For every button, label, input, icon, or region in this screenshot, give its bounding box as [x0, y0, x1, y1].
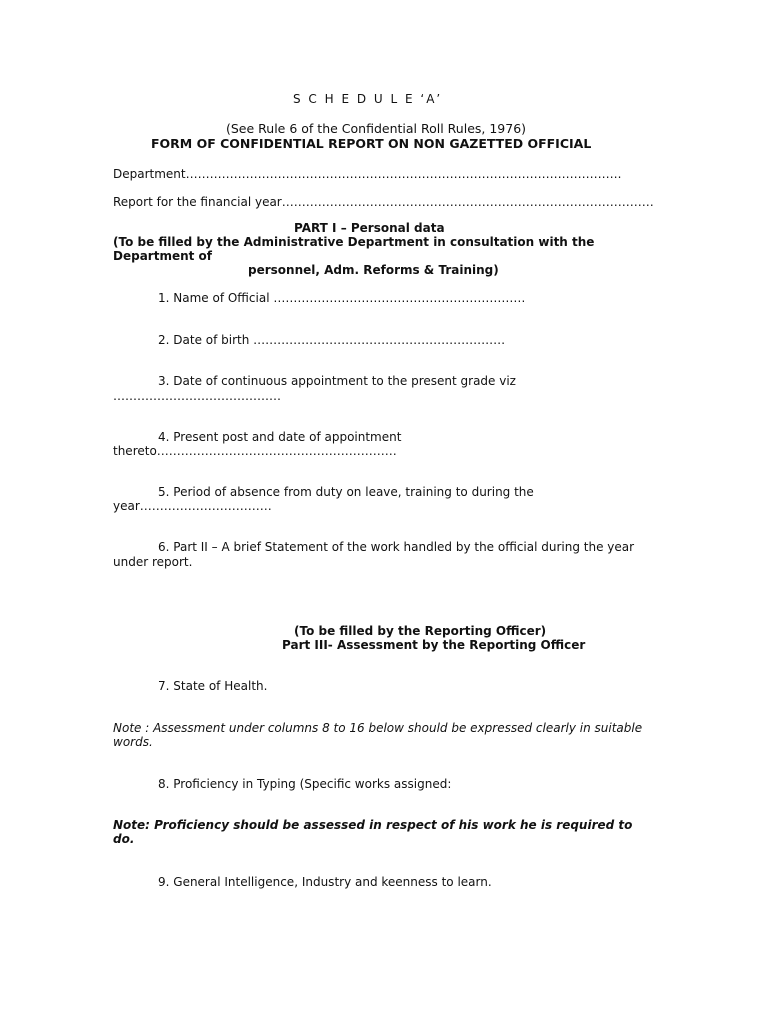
note-assessment-line2: words.: [113, 735, 153, 749]
item-continuous-appointment: 3. Date of continuous appointment to the present grade viz: [158, 374, 516, 388]
item-period-of-absence-cont: year……………………………: [113, 499, 272, 513]
financial-year-field: Report for the financial year…………………………………………………………………………………: [113, 195, 654, 209]
item-part2-statement: 6. Part II – A brief Statement of the work handled by the official during the year: [158, 540, 635, 554]
part1-note-line1: (To be filled by the Administrative Department in consultation with the: [113, 235, 595, 249]
note-proficiency-line1: Note: Proficiency should be assessed in respect of his work he is required to: [113, 818, 633, 832]
note-proficiency-line2: do.: [113, 832, 135, 846]
note-assessment-line1: Note : Assessment under columns 8 to 16 below should be expressed clearly in suitable: [113, 721, 643, 735]
item-date-of-birth: 2. Date of birth ………………………………………………………: [158, 333, 506, 347]
part1-title: PART I – Personal data: [294, 221, 445, 235]
item-proficiency-typing: 8. Proficiency in Typing (Specific works assigned:: [158, 777, 452, 791]
schedule-heading: S C H E D U L E ‘A’: [293, 92, 443, 106]
item-period-of-absence: 5. Period of absence from duty on leave, training to during the: [158, 485, 534, 499]
part3-title: Part III- Assessment by the Reporting Officer: [282, 638, 586, 652]
item-general-intelligence: 9. General Intelligence, Industry and keenness to learn.: [158, 875, 492, 889]
department-field: Department……………………………………………………………………………………………….: [113, 167, 622, 181]
part1-note-line2: Department of: [113, 249, 213, 263]
form-title: FORM OF CONFIDENTIAL REPORT ON NON GAZETTED OFFICIAL: [151, 136, 592, 151]
item-present-post-cont: thereto……………………………………………………: [113, 444, 397, 458]
item-state-of-health: 7. State of Health.: [158, 679, 268, 693]
item-continuous-appointment-dots: ……………………………………: [113, 389, 281, 403]
item-present-post: 4. Present post and date of appointment: [158, 430, 402, 444]
item-name-of-official: 1. Name of Official ………………………………………………………: [158, 291, 526, 305]
item-part2-statement-cont: under report.: [113, 555, 193, 569]
part1-note-line3: personnel, Adm. Reforms & Training): [248, 263, 499, 277]
see-rule-line: (See Rule 6 of the Confidential Roll Rules, 1976): [226, 121, 527, 136]
part3-filled-by: (To be filled by the Reporting Officer): [294, 624, 547, 638]
